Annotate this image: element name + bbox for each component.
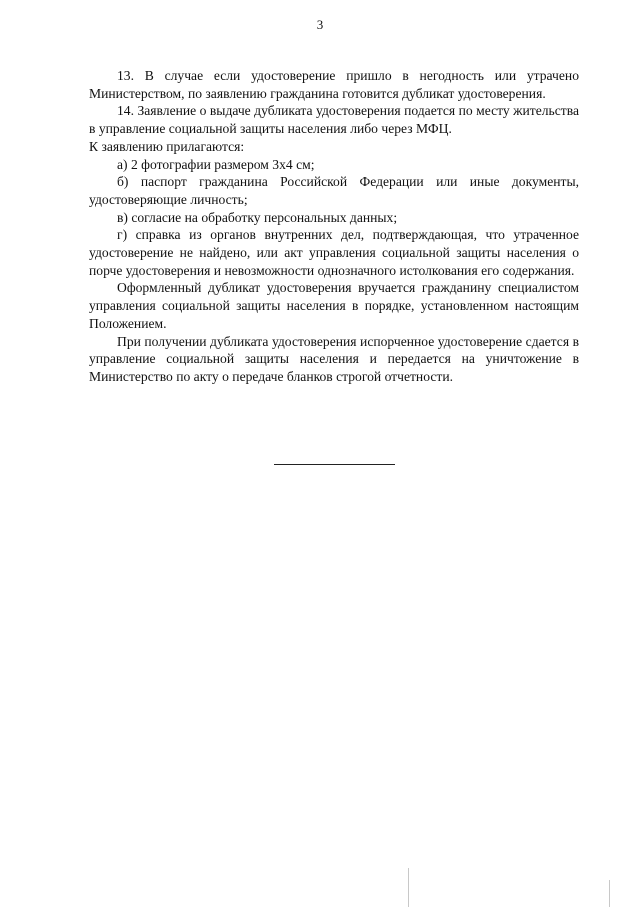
paragraph-13-duplicate-issuance: 13. В случае если удостоверение пришло в негодность или утрачено Министерством, по заявлению гражданина готовится дубликат удостоверения. xyxy=(89,68,579,101)
list-item-d-certificate: г) справка из органов внутренних дел, подтверждающая, что утраченное удостоверение не найдено, или акт управления социальной защиты населения о порче удостоверения и невозможности однозначного истолкования его содержания. xyxy=(89,227,579,278)
paragraph-14-application-submission: 14. Заявление о выдаче дубликата удостоверения подается по месту жительства в управление социальной защиты населения либо через МФЦ. xyxy=(89,103,579,137)
scan-edge-line-left xyxy=(408,868,409,907)
paragraph-duplicate-delivery: Оформленный дубликат удостоверения вручается гражданину специалистом управления социальной защиты населения в порядке, установленном настоящим Положением. xyxy=(89,280,579,331)
document-body xyxy=(89,67,579,386)
end-separator-line xyxy=(274,464,395,465)
page-number: 3 xyxy=(316,17,324,32)
list-item-c-consent: в) согласие на обработку персональных данных; xyxy=(117,209,398,225)
list-item-b-passport: б) паспорт гражданина Российской Федерации или иные документы, удостоверяющие личность; xyxy=(89,174,579,207)
scan-edge-line-right xyxy=(609,880,610,907)
list-item-a-photos: а) 2 фотографии размером 3х4 см; xyxy=(117,156,315,172)
paragraph-damaged-certificate-return: При получении дубликата удостоверения испорченное удостоверение сдается в управление социальной защиты населения и передается на уничтожение в Министерство по акту о передаче бланков строгой отчетности. xyxy=(89,333,579,384)
paragraph-attachments-intro: К заявлению прилагаются: xyxy=(89,138,245,154)
